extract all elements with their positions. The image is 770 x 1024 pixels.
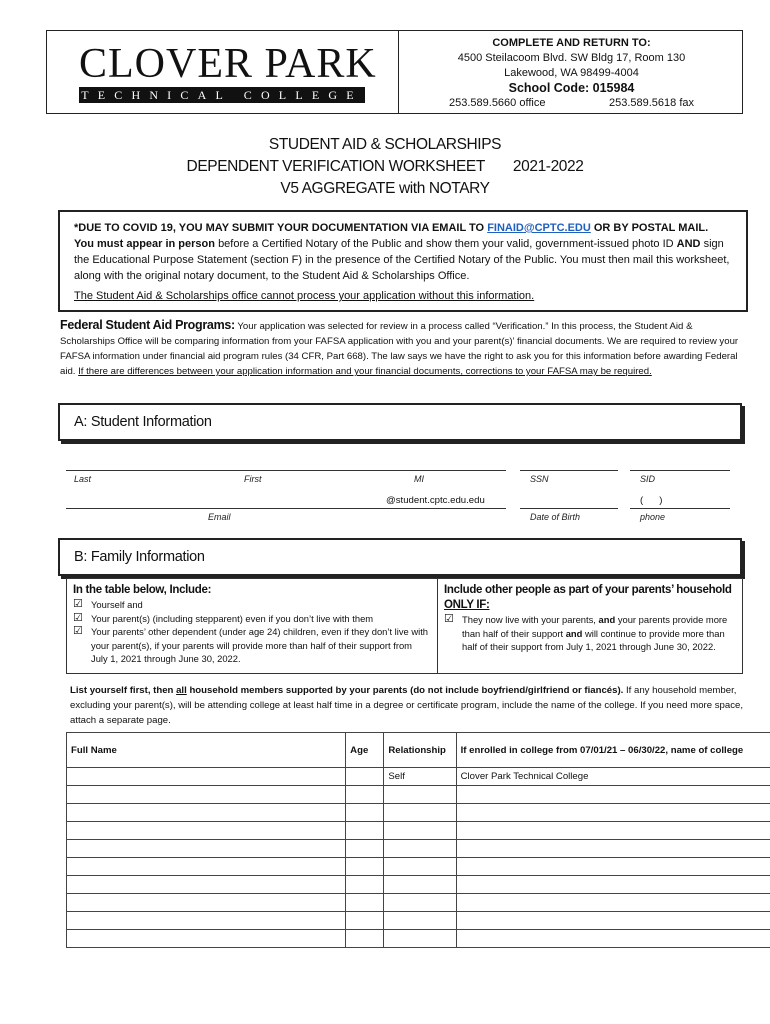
relationship-cell[interactable]: [384, 858, 456, 876]
processing-warning: The Student Aid & Scholarships office cannot process your application without this information.: [74, 290, 535, 302]
college-cell[interactable]: [456, 786, 770, 804]
notary-instructions: [74, 236, 732, 284]
logo-cell: [47, 31, 399, 113]
include-item-2: [73, 612, 431, 626]
other-text-pre: They now live with your parents,: [462, 614, 596, 625]
table-row: [67, 822, 770, 840]
col-college: If enrolled in college from 07/01/21 – 06/30/22, name of college: [456, 733, 770, 768]
relationship-cell[interactable]: [384, 930, 456, 948]
table-row: [67, 768, 770, 786]
title-line-1: STUDENT AID & SCHOLARSHIPS: [268, 136, 502, 153]
full-name-cell[interactable]: [67, 894, 346, 912]
age-cell[interactable]: [346, 858, 384, 876]
table-row: [67, 894, 770, 912]
college-cell[interactable]: Clover Park Technical College: [456, 768, 770, 786]
table-row: [67, 786, 770, 804]
section-b-header: B: Family Information: [58, 538, 742, 576]
include-list-box: [66, 578, 438, 674]
appear-in-person: You must appear in person: [74, 238, 215, 250]
full-name-cell[interactable]: [67, 786, 346, 804]
title-worksheet: DEPENDENT VERIFICATION WORKSHEET: [186, 158, 485, 175]
covid-prefix: *DUE TO COVID 19, YOU MAY SUBMIT YOUR DOCUMENTATION VIA EMAIL TO: [74, 222, 485, 234]
age-cell[interactable]: [346, 822, 384, 840]
age-cell[interactable]: [346, 894, 384, 912]
table-row: [67, 876, 770, 894]
document-title: [0, 134, 770, 200]
email-domain: @student.cptc.edu.edu: [386, 495, 485, 506]
sid-line: [630, 470, 730, 471]
sid-label: SID: [640, 474, 656, 484]
include-item-text: Your parents’ other dependent (under age 24) children, even if they don’t live with your parent(s), if your parents will provide more than half of their support from July 1, 2021 through June 30, 2022.: [91, 626, 429, 664]
federal-body: Your application was selected for review in a process called “Verification.” In this process, the Student Aid & Scholarships Office will be comparing information from your FAFSA application with you and your parent(s)’ financial documents. We are required to review your FAFSA information under financial aid program rules (34 CFR, Part 668). The law says we have the right to ask you for this information before awarding Federal aid.: [60, 321, 739, 377]
first-name-label: First: [244, 474, 262, 484]
federal-underlined: If there are differences between your application information and your financial documents, corrections to your FAFSA may be required.: [78, 366, 652, 377]
title-year: 2021-2022: [512, 158, 584, 175]
return-address-block: [399, 31, 744, 113]
sign-text: sign the Educational Purpose Statement (section F) in the presence of the Certified Notary of the Public. You must then mail this worksheet, along with the original notary document, to the Student Aid & Scholarships Office.: [74, 238, 730, 282]
full-name-cell[interactable]: [67, 804, 346, 822]
full-name-cell[interactable]: [67, 768, 346, 786]
full-name-cell[interactable]: [67, 876, 346, 894]
checked-box-icon: ☑: [73, 598, 83, 610]
college-cell[interactable]: [456, 840, 770, 858]
age-cell[interactable]: [346, 786, 384, 804]
full-name-cell[interactable]: [67, 912, 346, 930]
include-item-3: [73, 625, 431, 666]
office-phone: 253.589.5660 office: [449, 97, 546, 109]
name-line: [66, 470, 506, 471]
list-rest: If any household member, excluding your parent(s), will be attending college at least half time in a degree or certificate program, include the name of the college. If you need more space, attach a separate page.: [70, 685, 744, 726]
return-title: COMPLETE AND RETURN TO:: [492, 37, 651, 49]
covid-suffix: OR BY POSTAL MAIL.: [593, 222, 709, 234]
appear-text: before a Certified Notary of the Public and show them your valid, government-issued photo ID: [218, 238, 674, 250]
other-text-mid: your parents provide more than half of their support: [462, 614, 728, 639]
other-people-item: [444, 613, 736, 654]
other-text-post: will continue to provide more than half of their support from July 1, 2021 through June 30, 2022.: [462, 627, 725, 652]
covid-line: [74, 220, 732, 236]
relationship-cell[interactable]: [384, 822, 456, 840]
and-emphasis: and: [565, 627, 583, 639]
age-cell[interactable]: [346, 930, 384, 948]
and-emphasis: and: [598, 614, 616, 625]
relationship-cell[interactable]: [384, 894, 456, 912]
dob-label: Date of Birth: [530, 512, 581, 522]
federal-heading: Federal Student Aid Programs:: [60, 318, 235, 332]
section-a-header: A: Student Information: [58, 403, 742, 441]
age-cell[interactable]: [346, 768, 384, 786]
school-code: School Code: 015984: [508, 81, 635, 95]
age-cell[interactable]: [346, 876, 384, 894]
phone-row: [399, 96, 744, 111]
college-cell[interactable]: [456, 858, 770, 876]
table-row: [67, 840, 770, 858]
last-name-label: Last: [74, 474, 92, 484]
full-name-cell[interactable]: [67, 930, 346, 948]
col-age: Age: [346, 733, 384, 768]
include-item-text: Yourself and: [91, 599, 143, 610]
list-all: all: [176, 685, 187, 696]
age-cell[interactable]: [346, 804, 384, 822]
fax-number: 253.589.5618 fax: [608, 97, 694, 109]
college-logo-wordmark: CLOVER PARK: [79, 41, 377, 87]
relationship-cell[interactable]: [384, 912, 456, 930]
checked-box-icon: ☑: [73, 625, 83, 637]
only-if-heading: ONLY IF:: [444, 599, 490, 611]
and-emphasis: AND: [676, 238, 701, 250]
covid-notice-box: [58, 210, 748, 312]
dob-line: [520, 508, 618, 509]
relationship-cell[interactable]: [384, 840, 456, 858]
address-line-1: 4500 Steilacoom Blvd. SW Bldg 17, Room 130: [457, 52, 686, 64]
age-cell[interactable]: [346, 912, 384, 930]
include-item-1: [73, 598, 431, 612]
include-heading: In the table below, Include:: [73, 584, 212, 596]
relationship-cell[interactable]: [384, 786, 456, 804]
relationship-cell[interactable]: [384, 876, 456, 894]
federal-aid-paragraph: [60, 318, 748, 379]
college-cell[interactable]: [456, 804, 770, 822]
phone-line: [630, 508, 730, 509]
full-name-cell[interactable]: [67, 858, 346, 876]
col-relationship: Relationship: [384, 733, 456, 768]
college-cell[interactable]: [456, 876, 770, 894]
col-full-name: Full Name: [67, 733, 346, 768]
other-people-text: [462, 613, 736, 654]
table-row: [67, 930, 770, 948]
phone-label: phone: [640, 512, 666, 522]
household-table: [66, 732, 770, 948]
relationship-cell[interactable]: Self: [384, 768, 456, 786]
other-people-heading: Include other people as part of your parents’ household: [444, 584, 732, 596]
college-logo-subtitle: TECHNICAL COLLEGE: [79, 87, 365, 103]
age-cell[interactable]: [346, 840, 384, 858]
table-row: [67, 804, 770, 822]
full-name-cell[interactable]: [67, 822, 346, 840]
title-line-2: [0, 156, 770, 178]
email-label: Email: [208, 512, 231, 522]
finaid-email-link[interactable]: FINAID@CPTC.EDU: [487, 222, 591, 234]
middle-initial-label: MI: [414, 474, 424, 484]
college-cell[interactable]: [456, 912, 770, 930]
ssn-label: SSN: [530, 474, 549, 484]
other-people-box: [437, 578, 743, 674]
full-name-cell[interactable]: [67, 840, 346, 858]
table-header-row: [67, 733, 770, 768]
college-cell[interactable]: [456, 894, 770, 912]
address-line-2: Lakewood, WA 98499-4004: [504, 67, 639, 79]
checked-box-icon: ☑: [444, 613, 454, 625]
title-line-3: V5 AGGREGATE with NOTARY: [280, 180, 490, 197]
relationship-cell[interactable]: [384, 804, 456, 822]
email-line: [66, 508, 506, 509]
table-row: [67, 912, 770, 930]
phone-parentheses: ( ): [640, 495, 663, 506]
college-cell[interactable]: [456, 822, 770, 840]
checked-box-icon: ☑: [73, 611, 83, 624]
list-prefix: List yourself first, then: [70, 685, 174, 696]
ssn-line: [520, 470, 618, 471]
header-box: [46, 30, 743, 114]
table-row: [67, 858, 770, 876]
household-instructions: [70, 683, 745, 728]
college-cell[interactable]: [456, 930, 770, 948]
include-item-text: Your parent(s) (including stepparent) even if you don’t live with them: [91, 612, 374, 624]
list-bold-rest: household members supported by your parents (do not include boyfriend/girlfriend or fiancés).: [189, 685, 624, 696]
